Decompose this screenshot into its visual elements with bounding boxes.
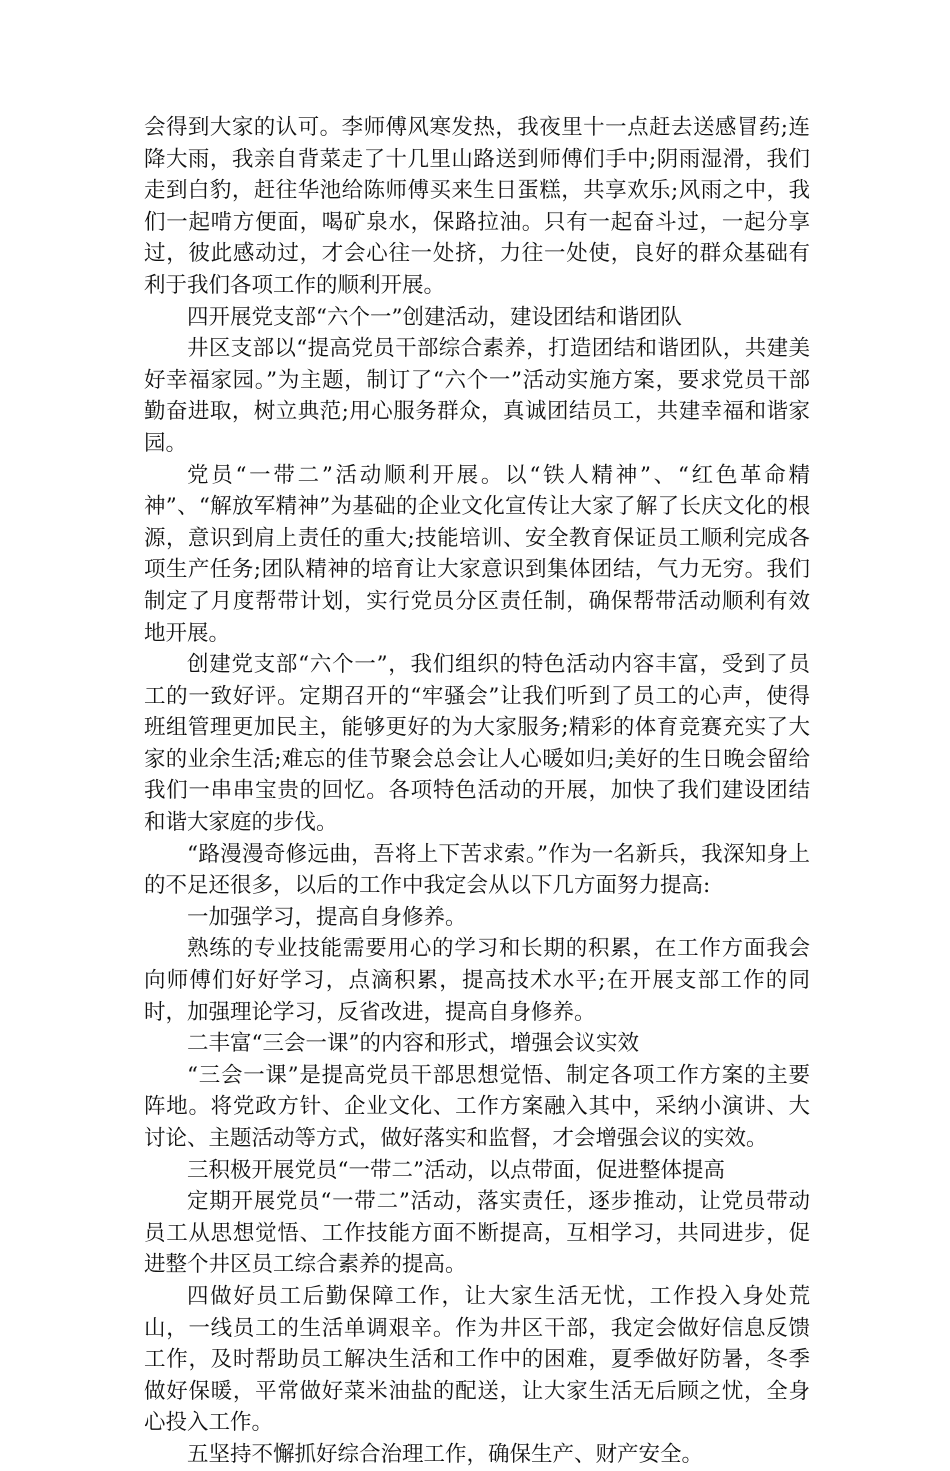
section-heading: 二丰富“三会一课”的内容和形式，增强会议实效 [187,1031,639,1057]
paragraph: 党员“一带二”活动顺利开展。以“铁人精神”、“红色革命精神”、“解放军精神”为基础的企业文化宣传让大家了解了长庆文化的根源，意识到肩上责任的重大;技能培训、安全教育保证员工顺利完成各项生产任务;团队精神的培育让大家意识到集体团结，气力无穷。我们制定了月度帮带计划，实行党员分区责任制，确保帮带活动顺利有效地开展。 [144,462,810,646]
section-heading: 五坚持不懈抓好综合治理工作，确保生产、财产安全。 [187,1441,704,1467]
section-heading: 四开展党支部“六个一”创建活动，建设团结和谐团队 [187,304,682,330]
document-body [144,112,810,1471]
paragraph: 会得到大家的认可。李师傅风寒发热，我夜里十一点赶去送感冒药;连降大雨，我亲自背菜走了十几里山路送到师傅们手中;阴雨湿滑，我们走到白豹，赶往华池给陈师傅买来生日蛋糕，共享欢乐;风雨之中，我们一起啃方便面，喝矿泉水，保路拉油。只有一起奋斗过，一起分享过，彼此感动过，才会心往一处挤，力往一处使，良好的群众基础有利于我们各项工作的顺利开展。 [144,115,810,298]
paragraph: “路漫漫奇修远曲，吾将上下苦求索。”作为一名新兵，我深知身上的不足还很多，以后的工作中我定会从以下几方面努力提高: [144,841,810,899]
paragraph: 熟练的专业技能需要用心的学习和长期的积累，在工作方面我会向师傅们好好学习，点滴积累，提高技术水平;在开展支部工作的同时，加强理论学习，反省改进，提高自身修养。 [144,936,810,1025]
section-heading: 一加强学习，提高自身修养。 [187,904,467,930]
paragraph: 创建党支部“六个一”，我们组织的特色活动内容丰富，受到了员工的一致好评。定期召开的“牢骚会”让我们听到了员工的心声，使得班组管理更加民主，能够更好的为大家服务;精彩的体育竞赛充实了大家的业余生活;难忘的佳节聚会总会让人心暖如归;美好的生日晚会留给我们一串串宝贵的回忆。各项特色活动的开展，加快了我们建设团结和谐大家庭的步伐。 [144,652,810,836]
paragraph: 定期开展党员“一带二”活动，落实责任，逐步推动，让党员带动员工从思想觉悟、工作技能方面不断提高，互相学习，共同进步，促进整个井区员工综合素养的提高。 [144,1189,810,1278]
section-heading: 三积极开展党员“一带二”活动，以点带面，促进整体提高 [187,1157,725,1183]
paragraph: “三会一课”是提高党员干部思想觉悟、制定各项工作方案的主要阵地。将党政方针、企业文化、工作方案融入其中，采纳小演讲、大讨论、主题活动等方式，做好落实和监督，才会增强会议的实效。 [144,1062,810,1151]
paragraph: 井区支部以“提高党员干部综合素养，打造团结和谐团队，共建美好幸福家园。”为主题，制订了“六个一”活动实施方案，要求党员干部勤奋进取，树立典范;用心服务群众，真诚团结员工，共建幸福和谐家园。 [144,336,810,456]
paragraph: 四做好员工后勤保障工作，让大家生活无忧，工作投入身处荒山，一线员工的生活单调艰辛。作为井区干部，我定会做好信息反馈工作，及时帮助员工解决生活和工作中的困难，夏季做好防暑，冬季做好保暖，平常做好菜米油盐的配送，让大家生活无后顾之忧，全身心投入工作。 [144,1283,810,1436]
